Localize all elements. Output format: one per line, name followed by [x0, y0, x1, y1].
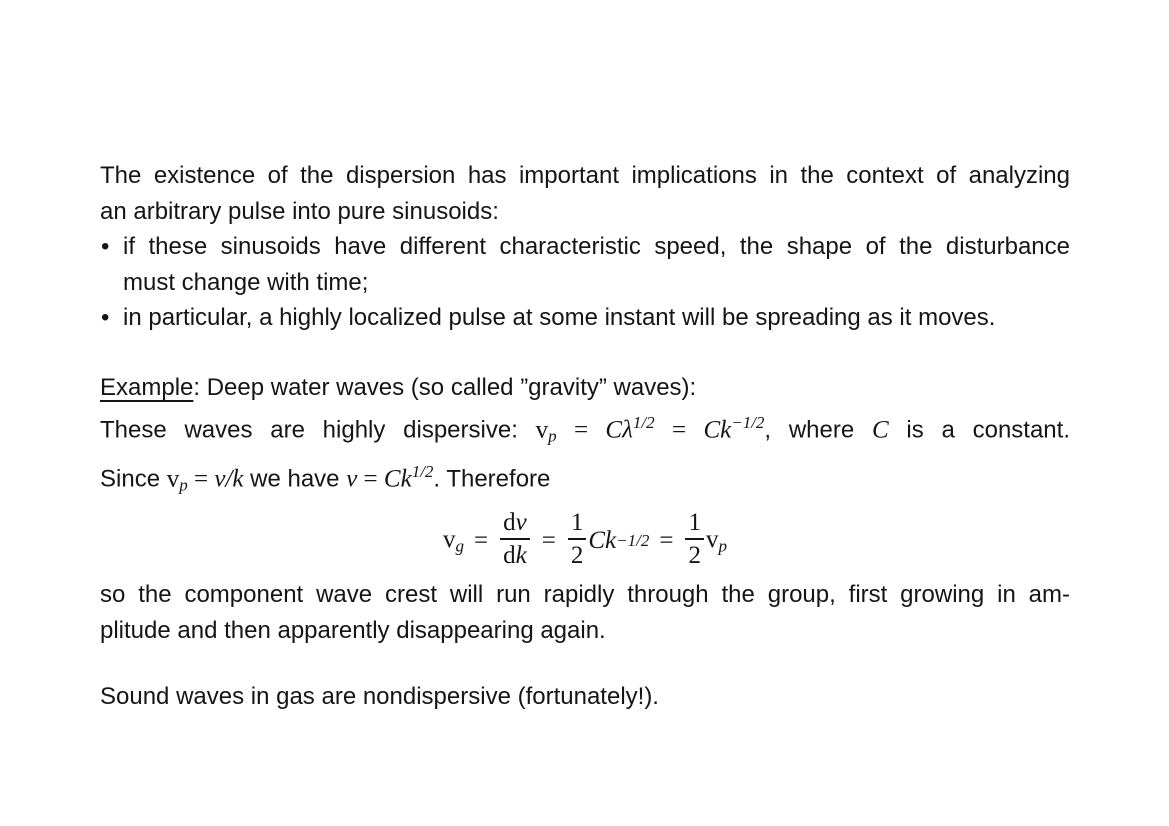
math-exponent: −1/2	[616, 531, 650, 551]
bullet-item-1-cont: must change with time;	[123, 268, 369, 296]
math-k: k	[515, 542, 527, 570]
paragraph3-line1: so the component wave crest will run rapidly through the group, first growing in am-	[100, 581, 1070, 609]
math-exponent: 1/2	[411, 462, 434, 482]
fraction-one-half	[568, 510, 587, 568]
paragraph1-line1: The existence of the dispersion has important implications in the context of analyzing	[100, 162, 1070, 189]
math-nu: ν	[346, 465, 358, 493]
fraction-denominator: 2	[688, 542, 701, 570]
bullet-item-2	[100, 300, 1070, 336]
math-v: v	[443, 526, 456, 554]
math-sub-p: p	[179, 475, 188, 495]
math-d: d	[503, 542, 516, 570]
paragraph-spacer	[100, 336, 1070, 370]
math-equals: =	[357, 465, 384, 493]
math-v: v	[166, 465, 180, 493]
math-exponent: 1/2	[632, 413, 655, 432]
text-segment: we have	[243, 465, 347, 493]
fraction-denominator	[500, 540, 530, 568]
text-column	[100, 158, 1070, 715]
bullet2-text: in particular, a highly localized pulse at some instant will be spreading as it moves.	[123, 304, 996, 331]
equation-lhs	[443, 526, 464, 556]
math-nu-over-k: ν/k	[214, 465, 244, 493]
paragraph-spacer	[100, 648, 1070, 679]
example-line	[100, 370, 1070, 406]
bullet1-text: if these sinusoids have different characteristic speed, the shape of the disturbance	[123, 233, 1070, 260]
example-label: Example	[100, 373, 194, 401]
text-segment: These waves are highly dispersive:	[100, 416, 536, 444]
fraction-numerator: 1	[685, 510, 704, 540]
math-Ck: Ck	[383, 465, 412, 493]
math-C: C	[871, 416, 889, 444]
equation-rhs	[706, 526, 727, 556]
text-segment: is a constant.	[888, 416, 1070, 444]
fraction-dnu-dk	[500, 510, 530, 568]
bullet-icon: •	[101, 233, 110, 260]
since-line	[100, 454, 1070, 503]
fraction-denominator: 2	[570, 542, 584, 570]
math-equals: =	[654, 416, 704, 444]
fraction-numerator: 1	[568, 510, 587, 540]
paragraph3-line2: plitude and then apparently disappearing again.	[100, 616, 606, 644]
text-segment: Since	[100, 465, 167, 493]
closing-line: Sound waves in gas are nondispersive (fortunately!).	[100, 683, 659, 711]
math-equals: =	[187, 465, 215, 493]
math-v: v	[535, 416, 549, 444]
text-segment: . Therefore	[433, 465, 551, 493]
example-text: : Deep water waves (so called ”gravity” waves):	[193, 373, 697, 401]
text-segment: , where	[764, 416, 872, 444]
math-equals: =	[659, 527, 674, 555]
math-equals: =	[556, 416, 606, 444]
math-equals: =	[474, 527, 489, 555]
fraction-numerator	[500, 510, 530, 540]
math-nu: ν	[515, 509, 527, 537]
paragraph1-line2: an arbitrary pulse into pure sinusoids:	[100, 197, 499, 225]
math-Ck: Ck	[588, 527, 617, 555]
math-equals: =	[541, 527, 556, 555]
math-v: v	[705, 526, 719, 554]
dispersive-line	[100, 405, 1070, 454]
math-sub-g: g	[455, 536, 465, 556]
math-Ck: Ck	[703, 416, 732, 444]
math-C-lambda: Cλ	[605, 416, 633, 444]
bullet-icon: •	[101, 304, 110, 331]
fraction-one-half	[685, 510, 704, 568]
math-exponent: −1/2	[731, 413, 765, 432]
bullet-item-1	[100, 229, 1070, 265]
math-d: d	[503, 509, 516, 537]
math-sub-p: p	[718, 536, 727, 556]
display-equation	[100, 511, 1070, 571]
math-sub-p: p	[548, 426, 557, 446]
